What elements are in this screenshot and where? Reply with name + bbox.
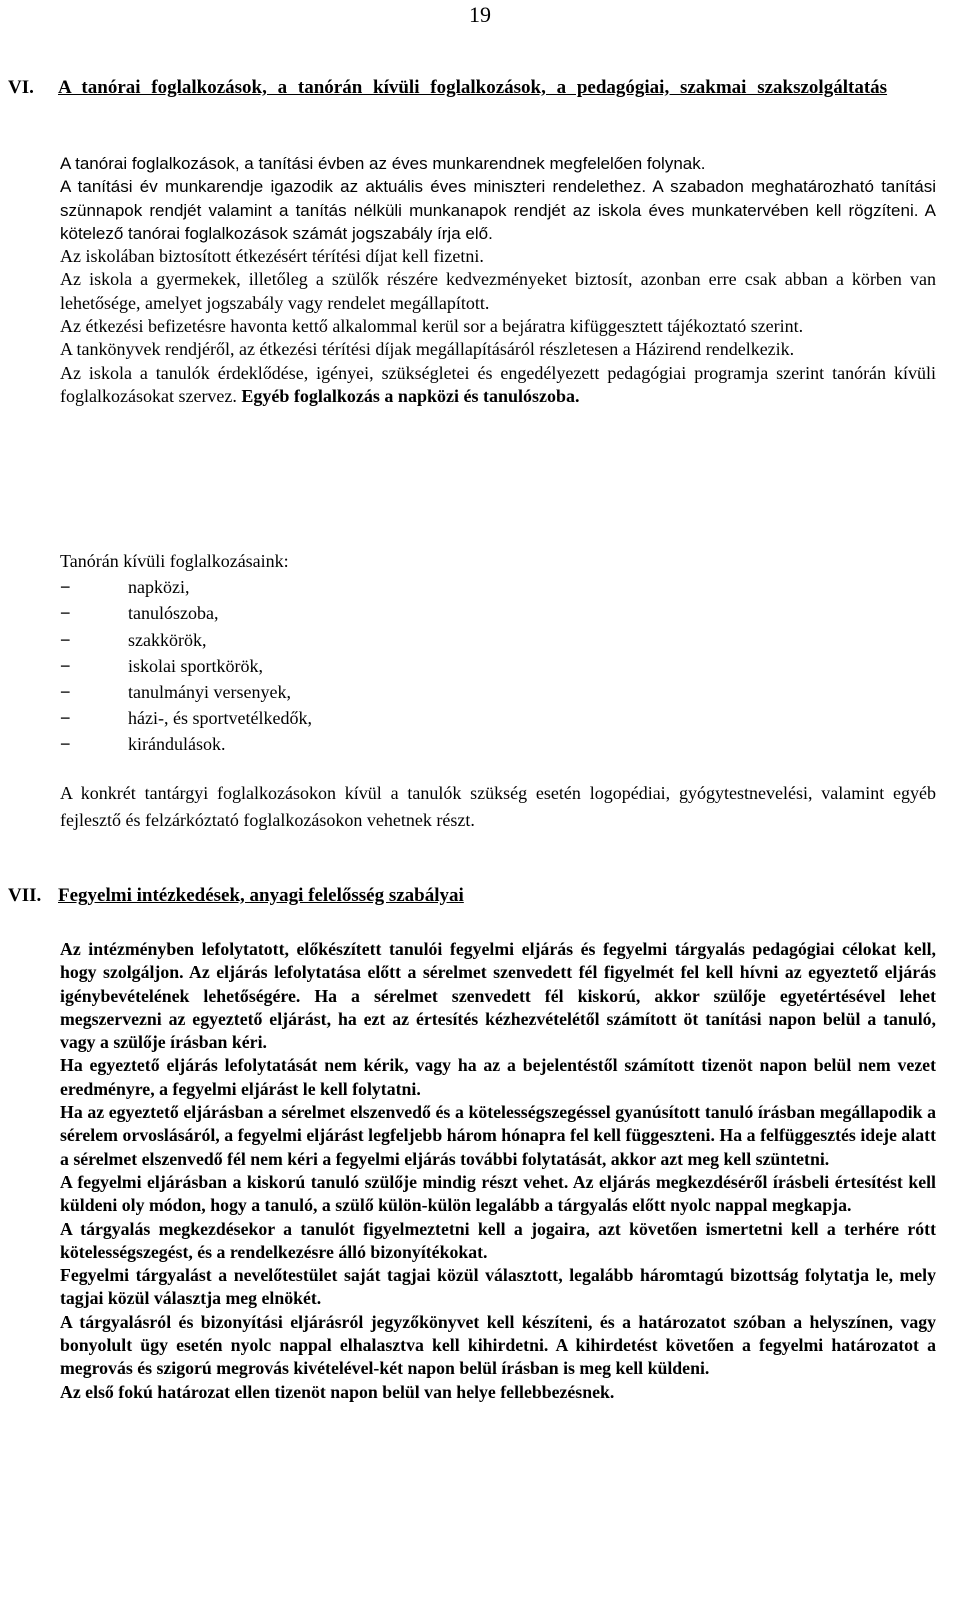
activities-list [60,574,936,757]
dash-bullet-icon: − [60,577,71,598]
dash-bullet-icon: − [60,708,71,729]
section-number: VI. [8,77,34,98]
list-item-text: tanulószoba, [128,603,219,624]
paragraph [60,362,936,409]
activities-list-block [60,548,936,758]
section-title: Fegyelmi intézkedések, anyagi felelősség szabályai [58,885,464,906]
list-item-text: napközi, [128,577,190,598]
paragraph-bold-text: Egyéb foglalkozás a napközi és tanulószoba. [241,385,580,406]
section-heading-vii [8,884,940,908]
list-item [60,679,936,705]
list-item-text: tanulmányi versenyek, [128,682,291,703]
list-title: Tanórán kívüli foglalkozásaink: [60,551,289,571]
list-item-text: iskolai sportkörök, [128,655,263,676]
list-item [60,653,936,679]
paragraph: A tankönyvek rendjéről, az étkezési térítési díjak megállapításáról részletesen a Házirend rendelkezik. [60,339,795,360]
paragraph: A tárgyalás megkezdésekor a tanulót figyelmeztetni kell a jogaira, azt követően ismertetni kell a terhére rótt kötelességszegést, és a rendelkezésre álló bizonyítékokat. [60,1218,936,1262]
section-number: VII. [8,885,42,906]
dash-bullet-icon: − [60,629,71,650]
list-item [60,731,936,757]
list-item-text: kirándulások. [128,734,226,755]
list-item-text: szakkörök, [128,629,207,650]
paragraph: A tanórai foglalkozások, a tanítási évben az éves munkarendnek megfelelően folynak. [60,154,706,173]
section-vi-body [60,152,936,408]
list-item [60,705,936,731]
paragraph: Az első fokú határozat ellen tizenöt napon belül van helye fellebbezésnek. [60,1381,615,1402]
dash-bullet-icon: − [60,603,71,624]
paragraph: A fegyelmi eljárásban a kiskorú tanuló szülője mindig részt vehet. Az eljárás megkezdéséről írásbeli értesítést kell küldeni oly módon, hogy a tanuló, a szülő külön-külön legalább a tárgyalás előtt nyolc nappal megkapja. [60,1171,936,1216]
paragraph: Az intézményben lefolytatott, előkészített tanulói fegyelmi eljárás és fegyelmi tárgyalás pedagógiai célokat kell, hogy szolgáljon. Az eljárás lefolytatása előtt a sérelmet szenvedett fél figyelmét fel kell hívni az egyeztető eljárás igénybevételének lehetőségére. Ha a sérelmet szenvedett fél kiskorú, akkor szülője egyetértésével lehet megszervezni az egyeztető eljárást, ha ezt az értesítés kézhezvételétől számított öt tanítási napon belül a tanuló, vagy a szülője írásban kéri. [60,939,936,1053]
list-item [60,574,936,600]
paragraph: Az étkezési befizetésre havonta kettő alkalommal kerül sor a bejáratra kifüggesztett tájékoztató szerint. [60,316,804,337]
dash-bullet-icon: − [60,734,71,755]
paragraph: Az iskolában biztosított étkezésért térítési díjat kell fizetni. [60,246,484,267]
paragraph: Az iskola a gyermekek, illetőleg a szülők részére kedvezményeket biztosít, azonban erre csak abban a körben van lehetősége, amelyet jogszabály vagy rendelet megállapított. [60,269,936,313]
paragraph: Fegyelmi tárgyalást a nevelőtestület saját tagjai közül választott, legalább háromtagú bizottság folytatja le, mely tagjai közül választja meg elnökét. [60,1265,936,1309]
list-item [60,627,936,653]
page-number: 19 [469,2,491,27]
paragraph: A konkrét tantárgyi foglalkozásokon kívül a tanulók szükség esetén logopédiai, gyógytestnevelési, valamint egyéb fejlesztő és felzárkóztató foglalkozásokon vehetnek részt. [60,783,936,830]
section-vii-body [60,938,936,1404]
paragraph: A tanítási év munkarendje igazodik az aktuális éves miniszteri rendelethez. A szabadon meghatározható tanítási szünnapok rendjét valamint a tanítás nélküli munkanapok rendjét az iskola éves munkatervében kell rögzíteni. A kötelező tanórai foglalkozások számát jogszabály írja elő. [60,177,936,243]
paragraph: Ha egyeztető eljárás lefolytatását nem kérik, vagy ha az a bejelentéstől számított tizenöt napon belül nem vezet eredményre, a fegyelmi eljárást le kell folytatni. [60,1055,936,1099]
section-heading-vi [8,76,940,100]
paragraph: Ha az egyeztető eljárásban a sérelmet elszenvedő és a kötelességszegéssel gyanúsított tanuló írásban megállapodik a sérelem orvoslásáról, a fegyelmi eljárást legfeljebb három hónapra fel kell függeszteni. Ha a felfüggesztés ideje alatt a sérelmet elszenvedő fél nem kéri a fegyelmi eljárás további folytatását, akkor azt meg kell szüntetni. [60,1102,936,1169]
list-item-text: házi-, és sportvetélkedők, [128,708,312,729]
paragraph: A tárgyalásról és bizonyítási eljárásról jegyzőkönyvet kell készíteni, és a határozatot szóban a helyszínen, vagy bonyolult ügy esetén nyolc nappal elhalasztva kell kihirdetni. A kihirdetést követően a fegyelmi határozatot a megrovás és szigorú megrovás kivételével-két napon belül írásban is meg kell küldeni. [60,1311,936,1379]
section-title: A tanórai foglalkozások, a tanórán kívüli foglalkozások, a pedagógiai, szakmai szakszolgáltatás [58,77,888,98]
dash-bullet-icon: − [60,655,71,676]
extra-activities-paragraph [60,780,936,834]
list-item [60,600,936,626]
paragraph-text: Az iskola a tanulók érdeklődése, igényei, szükségletei és engedélyezett pedagógiai programja szerint tanórán kívüli foglalkozásokat szervez. [60,362,936,406]
dash-bullet-icon: − [60,682,71,703]
